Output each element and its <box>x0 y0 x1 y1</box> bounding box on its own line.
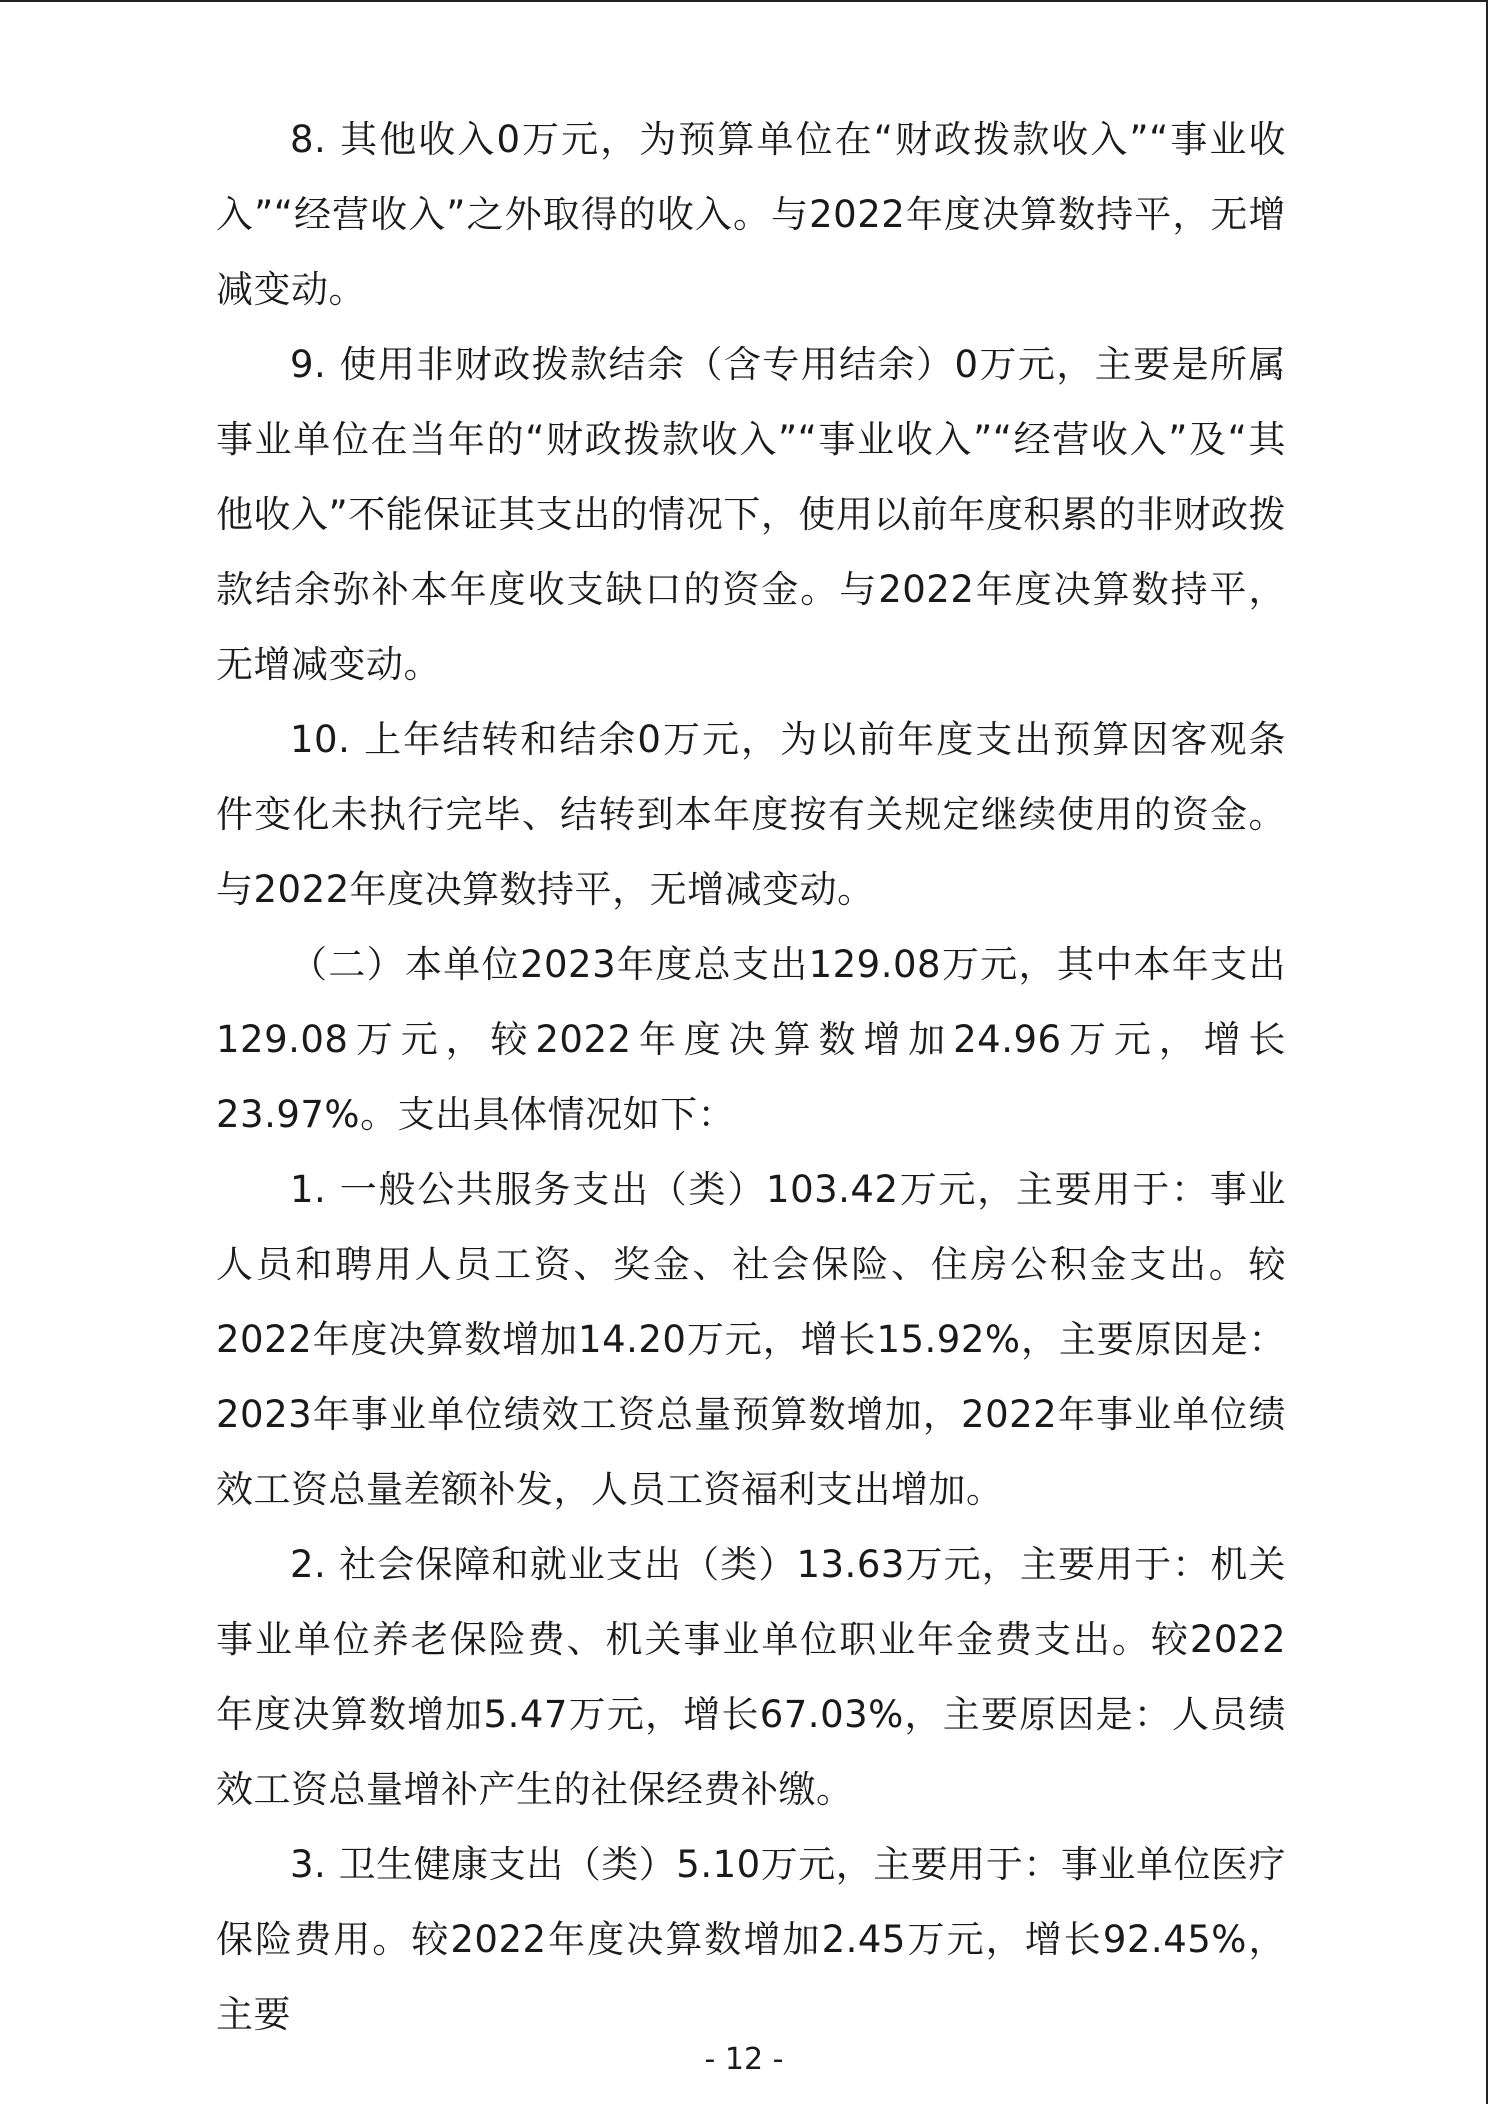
paragraph-public-services: 1. 一般公共服务支出（类）103.42万元，主要用于：事业人员和聘用人员工资、奖金、社会保险、住房公积金支出。较2022年度决算数增加14.20万元，增长15.92%，主要原因是：2023年事业单位绩效工资总量预算数增加，2022年事业单位绩效工资总量差额补发，人员工资福利支出增加。 <box>216 1168 1286 1511</box>
paragraph-non-fiscal-balance: 9. 使用非财政拨款结余（含专用结余）0万元，主要是所属事业单位在当年的“财政拨款收入”“事业收入”“经营收入”及“其他收入”不能保证其支出的情况下，使用以前年度积累的非财政拨款结余弥补本年度收支缺口的资金。与2022年度决算数持平，无增减变动。 <box>216 343 1286 686</box>
document-body <box>216 102 1286 2052</box>
paragraph-social-security: 2. 社会保障和就业支出（类）13.63万元，主要用于：机关事业单位养老保险费、机关事业单位职业年金费支出。较2022年度决算数增加5.47万元，增长67.03%，主要原因是：人员绩效工资总量增补产生的社保经费补缴。 <box>216 1543 1286 1811</box>
paragraph-total-expenditure: （二）本单位2023年度总支出129.08万元，其中本年支出129.08万元，较2022年度决算数增加24.96万元，增长23.97%。支出具体情况如下： <box>216 943 1286 1136</box>
paragraph-carryover: 10. 上年结转和结余0万元，为以前年度支出预算因客观条件变化未执行完毕、结转到本年度按有关规定继续使用的资金。与2022年度决算数持平，无增减变动。 <box>216 718 1286 911</box>
page-number: - 12 - <box>704 2042 784 2077</box>
paragraph-other-income: 8. 其他收入0万元，为预算单位在“财政拨款收入”“事业收入”“经营收入”之外取得的收入。与2022年度决算数持平，无增减变动。 <box>216 118 1286 311</box>
paragraph-health: 3. 卫生健康支出（类）5.10万元，主要用于：事业单位医疗保险费用。较2022年度决算数增加2.45万元，增长92.45%，主要 <box>216 1843 1286 2036</box>
